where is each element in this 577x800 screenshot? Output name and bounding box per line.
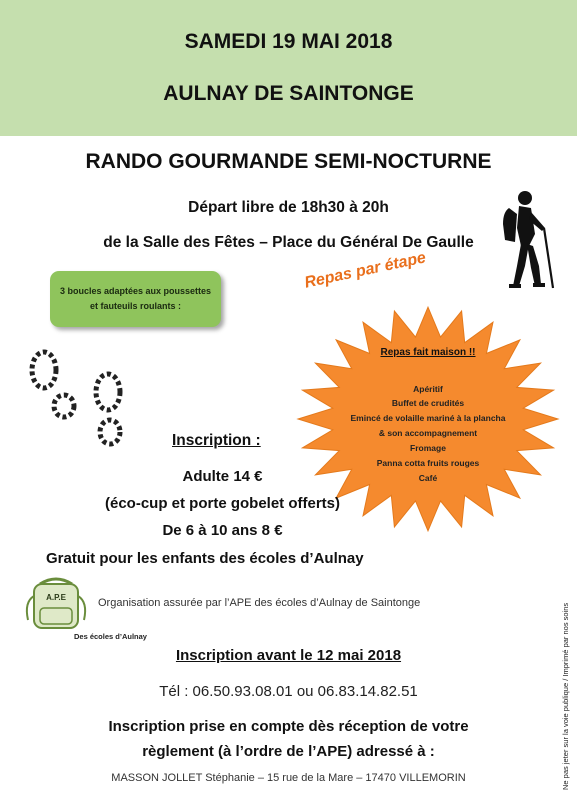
price-children: De 6 à 10 ans 8 €: [162, 522, 283, 539]
vertical-note: Ne pas jeter sur la voie publique / Imprimé par nos soins: [561, 602, 570, 790]
organisation-text: Organisation assurée par l’APE des écoles d’Aulnay de Saintonge: [98, 597, 421, 609]
backpack-logo-icon: [20, 576, 92, 634]
event-title: RANDO GOURMANDE SEMI-NOCTURNE: [85, 150, 492, 173]
menu-item: Emincé de volaille mariné à la plancha: [350, 413, 506, 423]
departure-time: Départ libre de 18h30 à 20h: [188, 199, 389, 216]
free-note: Gratuit pour les enfants des écoles d’Aulnay: [46, 550, 364, 567]
menu-item: Apéritif: [413, 384, 443, 394]
header-band: [0, 0, 577, 136]
ecocup-note: (éco-cup et porte gobelet offerts): [104, 495, 340, 512]
inscription-heading: Inscription :: [172, 432, 261, 449]
boucles-info-box: [50, 271, 221, 327]
menu-title: Repas fait maison !!: [380, 347, 476, 358]
menu-item: Café: [418, 473, 438, 483]
price-adult: Adulte 14 €: [182, 468, 263, 485]
event-date: SAMEDI 19 MAI 2018: [184, 30, 393, 53]
logo-text: A.P.E: [46, 593, 66, 602]
departure-location: de la Salle des Fêtes – Place du Général De Gaulle: [103, 234, 474, 251]
deadline: Inscription avant le 12 mai 2018: [175, 647, 402, 664]
payment-note-line-2: règlement (à l’ordre de l’APE) adressé à :: [142, 743, 435, 760]
menu-item: Buffet de crudités: [391, 398, 465, 408]
payment-note-line-1: Inscription prise en compte dès réception de votre: [108, 718, 469, 735]
postal-address: MASSON JOLLET Stéphanie – 15 rue de la Mare – 17470 VILLEMORIN: [111, 772, 466, 784]
repas-banner: Repas par étape: [303, 249, 428, 292]
menu-item: Panna cotta fruits rouges: [376, 458, 480, 468]
hiker-icon: [495, 188, 557, 290]
logo-caption: Des écoles d’Aulnay: [74, 632, 147, 641]
boucles-line-1: 3 boucles adaptées aux poussettes: [59, 286, 212, 296]
event-place: AULNAY DE SAINTONGE: [163, 82, 414, 105]
menu-item: Fromage: [410, 443, 446, 453]
phone-numbers: Tél : 06.50.93.08.01 ou 06.83.14.82.51: [159, 683, 418, 700]
boucles-line-2: et fauteuils roulants :: [89, 301, 181, 311]
menu-item: & son accompagnement: [378, 428, 478, 438]
footprints-icon: [22, 348, 132, 450]
